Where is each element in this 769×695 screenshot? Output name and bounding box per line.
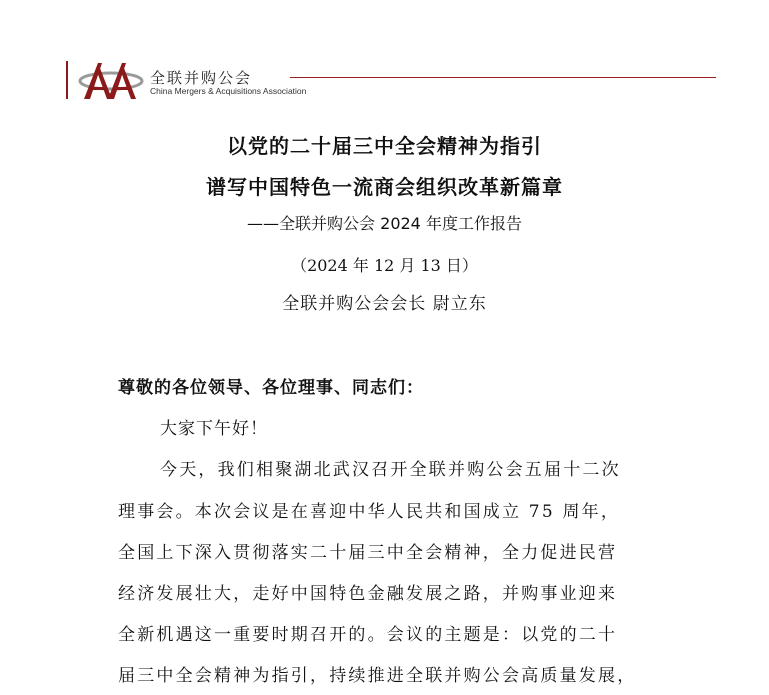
greeting: 大家下午好！ <box>160 419 268 439</box>
paragraph-line: 全国上下深入贯彻落实二十届三中全会精神，全力促进民营 <box>118 543 618 563</box>
document-author: 全联并购公会会长 尉立东 <box>282 294 487 314</box>
paragraph-line: 经济发展壮大，走好中国特色金融发展之路，并购事业迎来 <box>118 584 618 604</box>
salutation: 尊敬的各位领导、各位理事、同志们： <box>118 378 424 398</box>
letterhead <box>0 55 769 105</box>
association-logo-icon <box>78 57 144 101</box>
header-divider <box>290 77 716 78</box>
letterhead-bar <box>66 61 68 99</box>
paragraph-line: 全新机遇这一重要时期召开的。会议的主题是：以党的二十 <box>118 625 618 645</box>
document-subtitle: ——全联并购公会 2024 年度工作报告 <box>247 214 522 233</box>
document-title-line1: 以党的二十届三中全会精神为指引 <box>227 134 542 158</box>
org-name-en: China Mergers & Acquisitions Association <box>150 86 307 96</box>
paragraph-line: 届三中全会精神为指引，持续推进全联并购公会高质量发展， <box>118 666 637 686</box>
document-title-line2: 谱写中国特色一流商会组织改革新篇章 <box>206 175 563 199</box>
document-date: （2024 年 12 月 13 日） <box>291 256 478 275</box>
org-name-cn: 全联并购公会 <box>150 69 253 87</box>
paragraph-line: 今天，我们相聚湖北武汉召开全联并购公会五届十二次 <box>160 460 621 480</box>
paragraph-line: 理事会。本次会议是在喜迎中华人民共和国成立 75 周年， <box>118 502 621 522</box>
